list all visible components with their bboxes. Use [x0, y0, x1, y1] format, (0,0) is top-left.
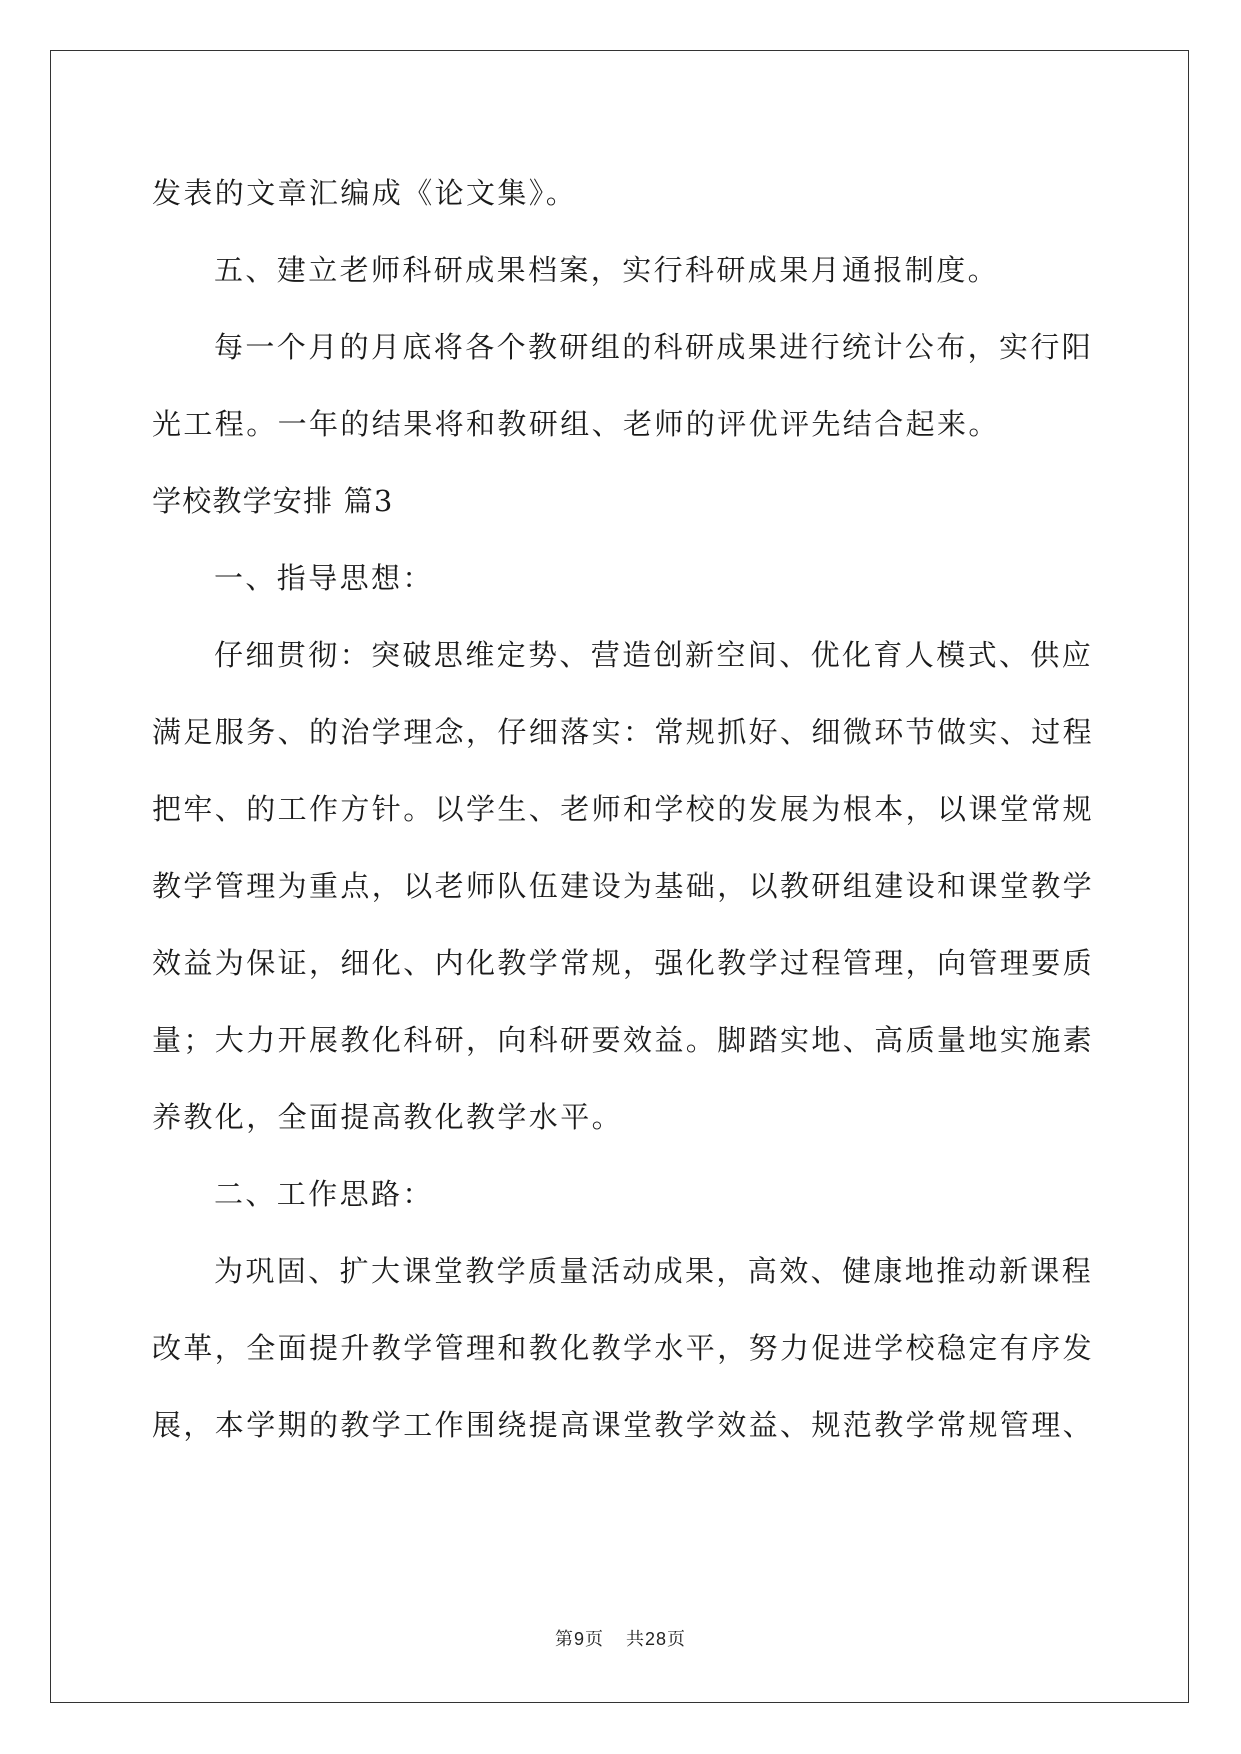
text-line: 光工程。一年的结果将和教研组、老师的评优评先结合起来。 [152, 407, 1000, 441]
text-line: 五、建立老师科研成果档案，实行科研成果月通报制度。 [214, 253, 1000, 287]
text-line: 每一个月的月底将各个教研组的科研成果进行统计公布，实行阳 [214, 330, 1094, 364]
text-line: 二、工作思路： [214, 1177, 434, 1211]
section-heading: 学校教学安排 篇3 [152, 484, 394, 518]
footer-total-prefix: 共 [625, 1629, 645, 1650]
footer-prefix: 第 [554, 1629, 574, 1650]
text-line: 一、指导思想： [214, 561, 434, 595]
text-line: 养教化，全面提高教化教学水平。 [152, 1100, 624, 1134]
page-footer [0, 1625, 1241, 1651]
text-line: 量；大力开展教化科研，向科研要效益。脚踏实地、高质量地实施素 [152, 1023, 1095, 1057]
footer-total-suffix: 页 [667, 1629, 687, 1650]
footer-total-pages: 28 [644, 1629, 668, 1649]
text-line: 效益为保证，细化、内化教学常规，强化教学过程管理，向管理要质 [152, 946, 1095, 980]
footer-page-number: 9 [573, 1629, 585, 1649]
text-line: 教学管理为重点，以老师队伍建设为基础，以教研组建设和课堂教学 [152, 869, 1095, 903]
text-line: 满足服务、的治学理念，仔细落实：常规抓好、细微环节做实、过程 [152, 715, 1095, 749]
text-line: 仔细贯彻：突破思维定势、营造创新空间、优化育人模式、供应 [214, 638, 1094, 672]
text-line: 发表的文章汇编成《论文集》。 [152, 176, 578, 210]
footer-page-suffix: 页 [584, 1629, 604, 1650]
text-line: 改革，全面提升教学管理和教化教学水平，努力促进学校稳定有序发 [152, 1331, 1095, 1365]
document-body [152, 155, 1095, 1464]
text-line: 把牢、的工作方针。以学生、老师和学校的发展为根本，以课堂常规 [152, 792, 1095, 826]
text-line: 展，本学期的教学工作围绕提高课堂教学效益、规范教学常规管理、 [152, 1408, 1095, 1442]
text-line: 为巩固、扩大课堂教学质量活动成果，高效、健康地推动新课程 [214, 1254, 1094, 1288]
